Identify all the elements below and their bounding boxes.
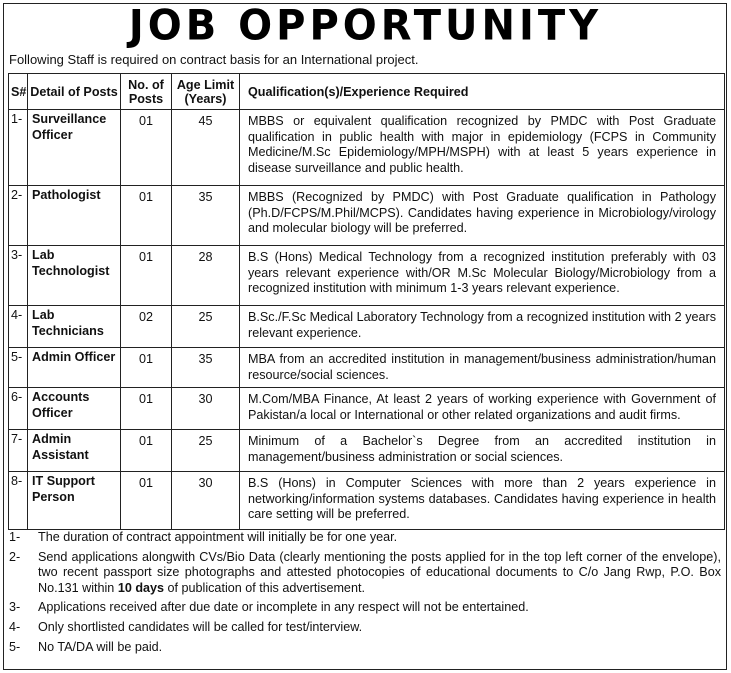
row-age: 25 [172, 306, 240, 348]
jobs-table [8, 73, 725, 530]
header-post: Detail of Posts [28, 74, 121, 110]
table-row [9, 472, 725, 530]
page-title: JOB OPPORTUNITY [128, 1, 603, 51]
row-count: 01 [121, 348, 172, 388]
header-sno: S# [9, 74, 28, 110]
row-requirement: MBBS or equivalent qualification recognized by PMDC with Post Graduate qualification in public health with major in epidemiology (FCPS in Community Medicine/M.Sc Epidemiology/MPH/MSPH) with at least 5 years experience in disease surveillance and public health. [240, 110, 725, 186]
row-sno: 2- [9, 186, 28, 246]
note-text: Applications received after due date or incomplete in any respect will not be entertained. [38, 600, 529, 615]
row-age: 25 [172, 430, 240, 472]
row-count: 01 [121, 472, 172, 530]
row-requirement: M.Com/MBA Finance, At least 2 years of working experience with Government of Pakistan/a local or International or other related organizations and audit firms. [240, 388, 725, 430]
row-age: 30 [172, 388, 240, 430]
row-count: 02 [121, 306, 172, 348]
row-sno: 3- [9, 246, 28, 306]
row-post: Lab Technologist [28, 246, 121, 306]
note-text-end: of publication of this advertisement. [164, 580, 365, 595]
row-age: 35 [172, 348, 240, 388]
table-row [9, 348, 725, 388]
row-age: 45 [172, 110, 240, 186]
note-number: 4- [9, 619, 21, 634]
note-number: 2- [9, 549, 21, 564]
table-header-row [9, 74, 725, 110]
row-count: 01 [121, 430, 172, 472]
list-item [9, 530, 721, 546]
note-text: The duration of contract appointment will initially be for one year. [38, 530, 398, 544]
terms-list [9, 530, 721, 659]
row-sno: 7- [9, 430, 28, 472]
table-row [9, 306, 725, 348]
table-row [9, 110, 725, 186]
row-post: Pathologist [28, 186, 121, 246]
note-number: 5- [9, 639, 21, 654]
row-requirement: B.Sc./F.Sc Medical Laboratory Technology from a recognized institution with 2 years relevant experience. [240, 306, 725, 348]
table-row [9, 388, 725, 430]
table-row [9, 430, 725, 472]
row-post: Surveillance Officer [28, 110, 121, 186]
table-row [9, 186, 725, 246]
list-item [9, 640, 721, 656]
row-requirement: MBA from an accredited institution in management/business administration/human resource/social sciences. [240, 348, 725, 388]
row-post: IT Support Person [28, 472, 121, 530]
intro-text: Following Staff is required on contract basis for an International project. [9, 52, 419, 67]
table-row [9, 246, 725, 306]
note-text: No TA/DA will be paid. [38, 639, 163, 654]
row-sno: 6- [9, 388, 28, 430]
row-count: 01 [121, 110, 172, 186]
row-sno: 4- [9, 306, 28, 348]
row-count: 01 [121, 388, 172, 430]
row-age: 30 [172, 472, 240, 530]
list-item [9, 600, 721, 616]
row-sno: 1- [9, 110, 28, 186]
header-age: Age Limit (Years) [172, 74, 240, 110]
row-post: Lab Technicians [28, 306, 121, 348]
row-count: 01 [121, 186, 172, 246]
deadline-text: 10 days [117, 580, 165, 595]
row-post: Admin Assistant [28, 430, 121, 472]
row-requirement: B.S (Hons) in Computer Sciences with more than 2 years experience in networking/information systems databases. Candidates having experience in health care setting will be preferred. [240, 472, 725, 530]
header-count: No. of Posts [121, 74, 172, 110]
note-number: 3- [9, 600, 21, 615]
row-sno: 5- [9, 348, 28, 388]
note-text: Send applications alongwith CVs/Bio Data (clearly mentioning the posts applied for in the top left corner of the envelope), two recent passport size photographs and attested photocopies of educational documents to C/o Jang Rwp, P.O. Box No.131 within [38, 549, 721, 595]
row-count: 01 [121, 246, 172, 306]
row-sno: 8- [9, 472, 28, 530]
row-post: Accounts Officer [28, 388, 121, 430]
row-requirement: MBBS (Recognized by PMDC) with Post Graduate qualification in Pathology (Ph.D/FCPS/M.Phil/MCPS). Candidates having experience in Microbiology/virology and molecular biology will be preferred. [240, 186, 725, 246]
row-requirement: B.S (Hons) Medical Technology from a recognized institution preferably with 03 years relevant experience with/OR M.Sc Molecular Biology/Microbiology from a recognized institution with minimum 1-3 years relevant experience. [240, 246, 725, 306]
note-text: Only shortlisted candidates will be called for test/interview. [38, 619, 363, 634]
row-age: 28 [172, 246, 240, 306]
row-post: Admin Officer [28, 348, 121, 388]
row-requirement: Minimum of a Bachelor`s Degree from an accredited institution in management/business administration or social sciences. [240, 430, 725, 472]
list-item [9, 620, 721, 636]
header-qualification: Qualification(s)/Experience Required [240, 74, 725, 110]
note-number: 1- [9, 530, 21, 544]
list-item [9, 550, 721, 597]
row-age: 35 [172, 186, 240, 246]
